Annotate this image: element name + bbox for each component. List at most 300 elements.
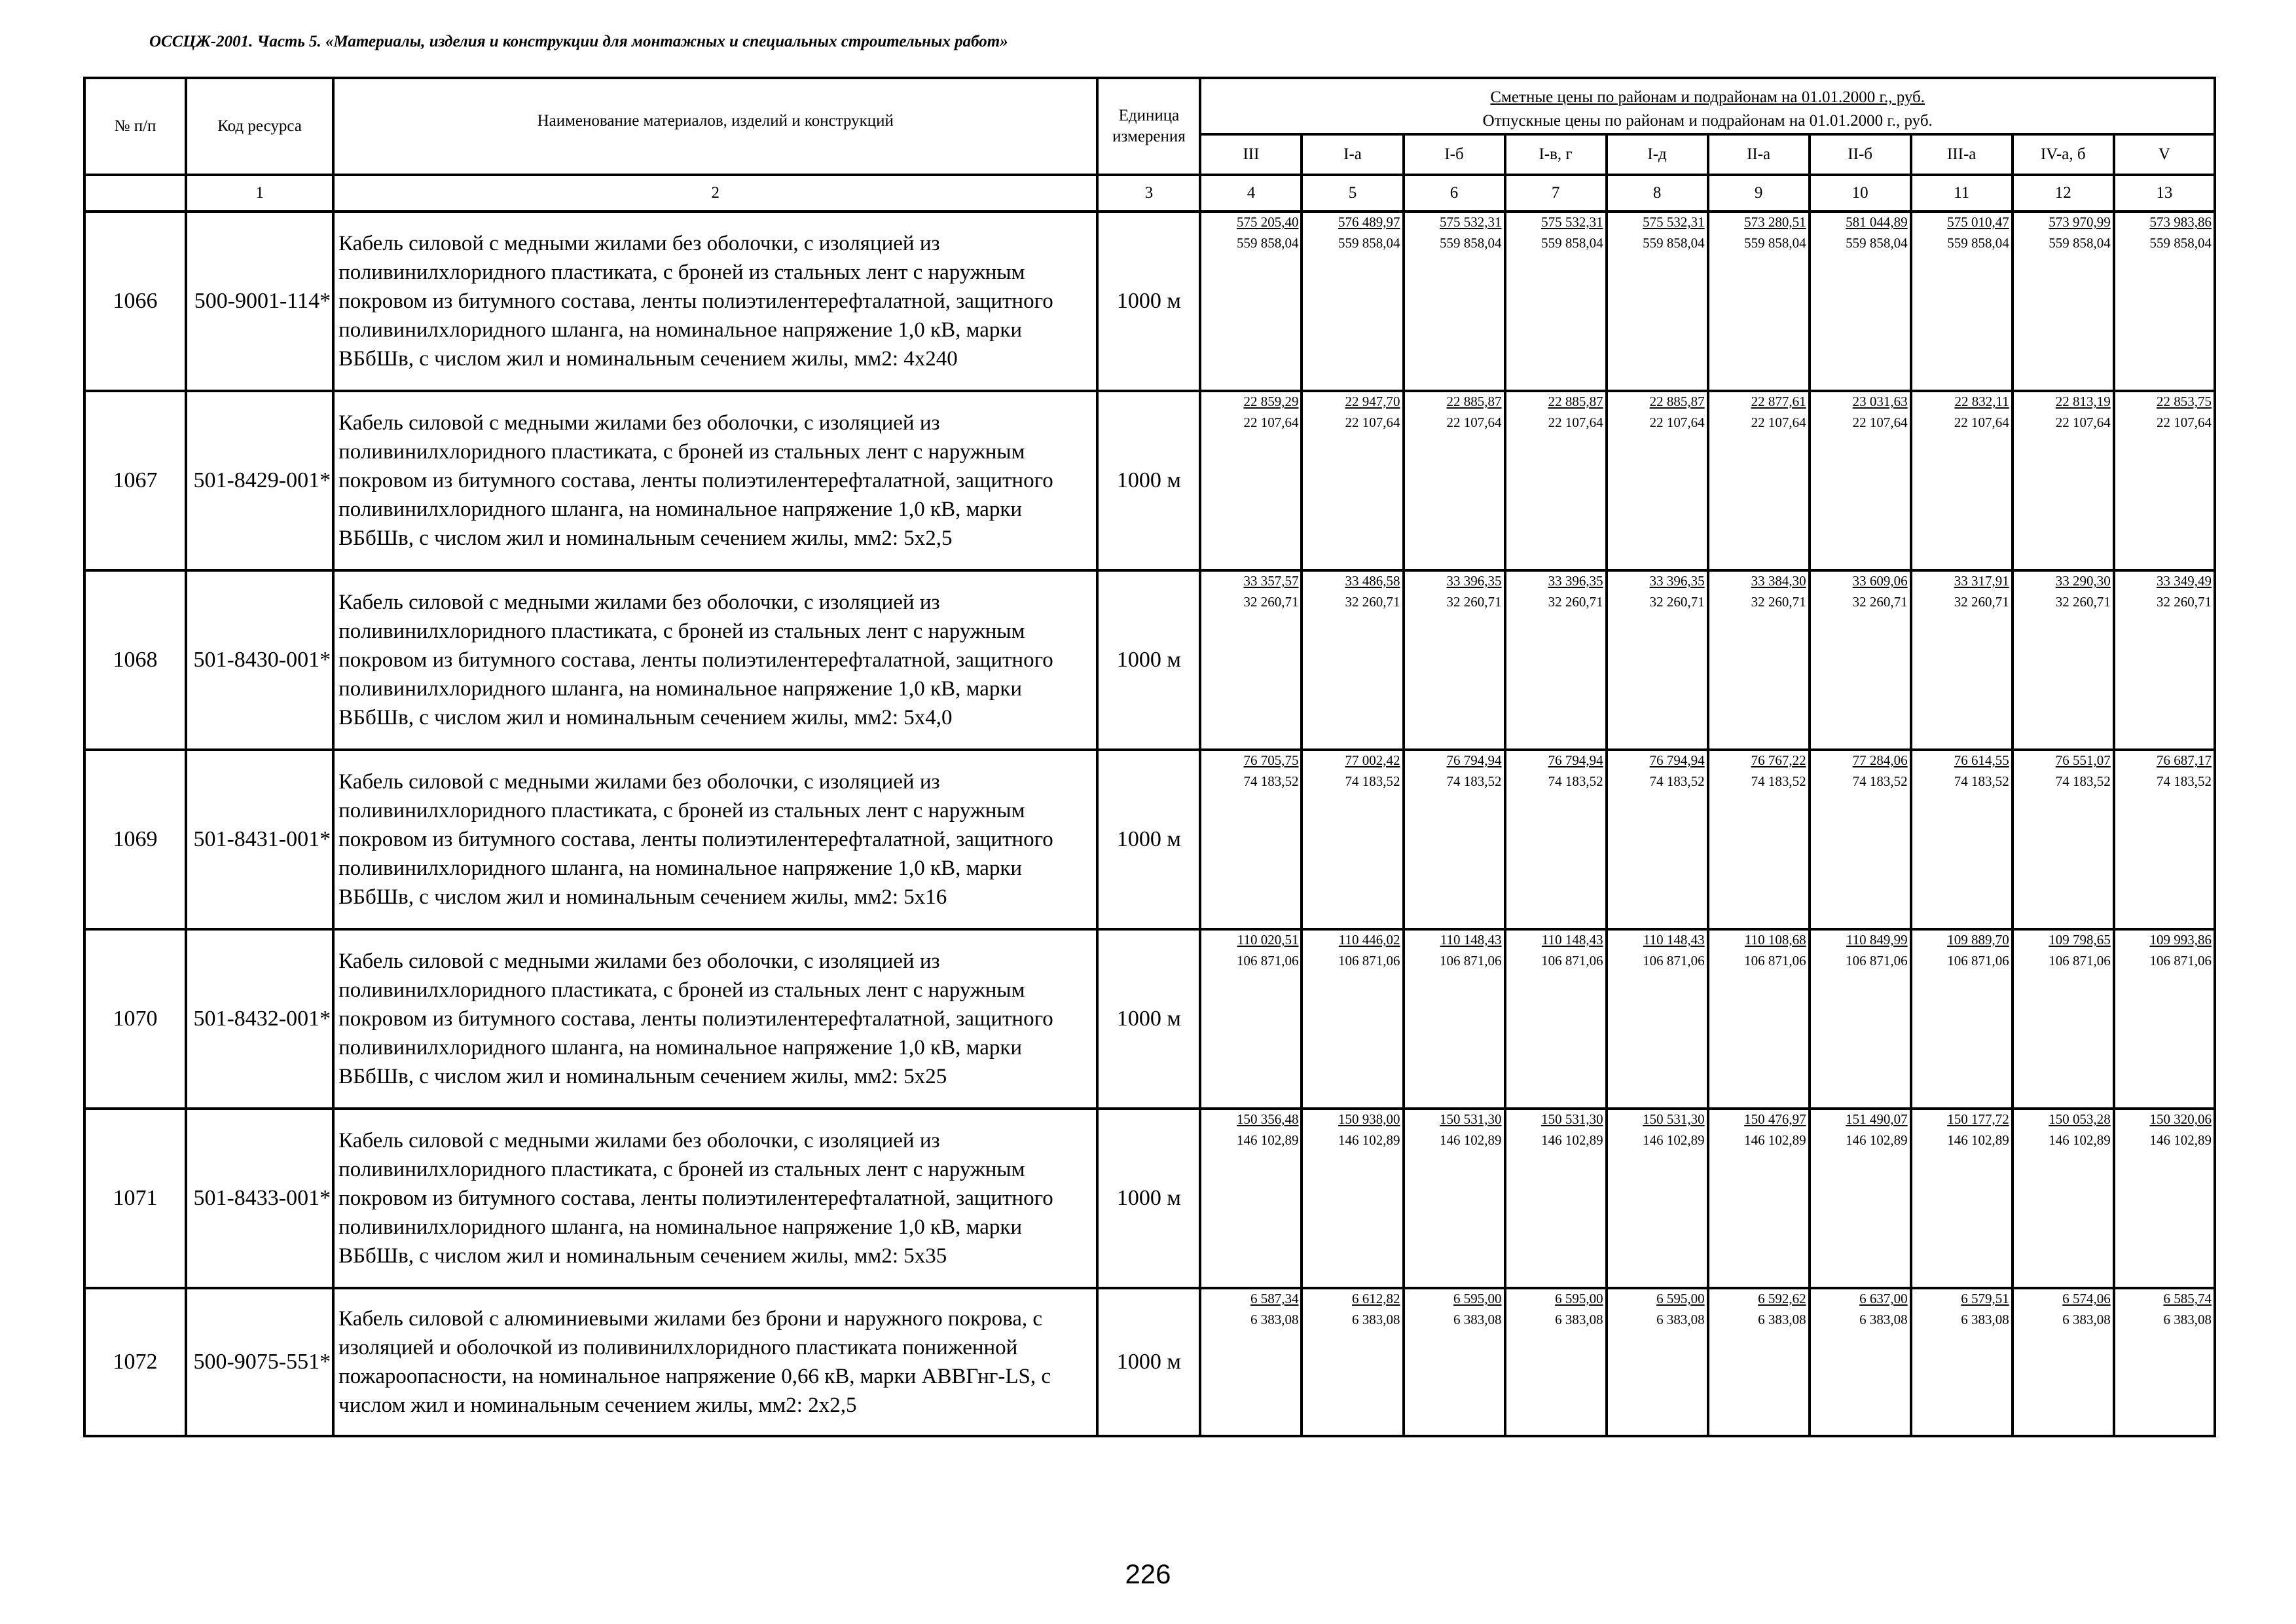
table-row [84, 570, 2215, 750]
unit-of-measure: 1000 м [1097, 750, 1200, 929]
release-price: 74 183,52 [1751, 773, 1806, 789]
release-price: 22 107,64 [1649, 415, 1705, 430]
price-cell [1911, 1109, 2013, 1288]
release-price: 106 871,06 [1541, 953, 1603, 969]
region-header: IV-а, б [2013, 134, 2114, 175]
release-price: 559 858,04 [1338, 235, 1400, 251]
estimate-price: 6 585,74 [2163, 1291, 2212, 1306]
price-cell [1302, 1109, 1403, 1288]
release-price: 559 858,04 [2149, 235, 2212, 251]
price-cell [1810, 929, 1911, 1109]
region-header: V [2114, 134, 2215, 175]
item-description [333, 570, 1097, 750]
estimate-price: 110 148,43 [1440, 932, 1502, 948]
price-cell [1505, 1288, 1607, 1436]
price-cell [1302, 750, 1403, 929]
estimate-price: 150 177,72 [1947, 1111, 2009, 1127]
release-price: 106 871,06 [1643, 953, 1705, 969]
release-price: 559 858,04 [1846, 235, 1908, 251]
description-line: поливинилхлоридного пластиката, с броней из стальных лент с наружным [338, 978, 1025, 1002]
item-description [333, 750, 1097, 929]
estimate-price: 33 357,57 [1243, 573, 1299, 589]
release-price: 6 383,08 [1859, 1312, 1908, 1327]
item-description [333, 1109, 1097, 1288]
estimate-price: 33 396,35 [1649, 573, 1705, 589]
estimate-price: 581 044,89 [1846, 214, 1908, 230]
estimate-price: 150 320,06 [2149, 1111, 2212, 1127]
column-number-blank [84, 175, 186, 212]
column-number: 8 [1607, 175, 1708, 212]
estimate-price: 22 813,19 [2055, 394, 2111, 409]
col-header-name: Наименование материалов, изделий и конструкций [333, 78, 1097, 175]
price-cell [2114, 1109, 2215, 1288]
release-price: 106 871,06 [1947, 953, 2009, 969]
table-row [84, 212, 2215, 391]
column-number: 12 [2013, 175, 2114, 212]
estimate-price: 76 794,94 [1548, 752, 1603, 768]
release-price: 74 183,52 [1446, 773, 1502, 789]
price-cell [2114, 570, 2215, 750]
estimate-price: 573 970,99 [2049, 214, 2111, 230]
estimate-price: 110 020,51 [1237, 932, 1299, 948]
release-price: 22 107,64 [1954, 415, 2009, 430]
estimate-price: 33 317,91 [1954, 573, 2009, 589]
release-price: 106 871,06 [1338, 953, 1400, 969]
release-price: 146 102,89 [2049, 1132, 2111, 1148]
release-price: 22 107,64 [1548, 415, 1603, 430]
region-header: II-б [1810, 134, 1911, 175]
estimate-price: 109 798,65 [2049, 932, 2111, 948]
release-price: 106 871,06 [2049, 953, 2111, 969]
price-cell [1810, 1288, 1911, 1436]
resource-code: 500-9001-114* [186, 212, 333, 391]
unit-of-measure: 1000 м [1097, 570, 1200, 750]
price-cell [1505, 212, 1607, 391]
price-cell [1708, 1288, 1810, 1436]
document-header: ОССЦЖ-2001. Часть 5. «Материалы, изделия и конструкции для монтажных и специальных строительных работ» [149, 33, 1008, 50]
description-line: поливинилхлоридного пластиката, с броней из стальных лент с наружным [338, 619, 1025, 643]
release-price: 6 383,08 [1352, 1312, 1400, 1327]
release-price: 32 260,71 [1548, 594, 1603, 610]
price-cell [1404, 929, 1505, 1109]
description-line: Кабель силовой с медными жилами без оболочки, с изоляцией из [338, 1129, 940, 1153]
price-cell [2013, 570, 2114, 750]
price-cell [2013, 391, 2114, 570]
table-row [84, 750, 2215, 929]
column-number: 3 [1097, 175, 1200, 212]
description-line: поливинилхлоридного пластиката, с броней из стальных лент с наружным [338, 1158, 1025, 1181]
description-line: поливинилхлоридного шланга, на номинальное напряжение 1,0 кВ, марки [338, 1036, 1023, 1060]
estimate-price: 22 885,87 [1548, 394, 1603, 409]
description-line: ВБбШв, с числом жил и номинальным сечением жилы, мм2: 5х4,0 [338, 706, 953, 729]
unit-of-measure: 1000 м [1097, 1109, 1200, 1288]
release-price: 559 858,04 [1744, 235, 1806, 251]
region-header: III-а [1911, 134, 2013, 175]
estimate-price: 22 947,70 [1345, 394, 1400, 409]
estimate-price: 6 579,51 [1961, 1291, 2009, 1306]
column-number: 7 [1505, 175, 1607, 212]
estimate-price: 76 794,94 [1649, 752, 1705, 768]
estimate-price: 150 531,30 [1440, 1111, 1502, 1127]
price-cell [1404, 750, 1505, 929]
release-price: 6 383,08 [2062, 1312, 2111, 1327]
price-cell [1302, 212, 1403, 391]
release-price: 106 871,06 [2149, 953, 2212, 969]
description-line: поливинилхлоридного шланга, на номинальное напряжение 1,0 кВ, марки [338, 318, 1023, 342]
estimate-price: 22 877,61 [1751, 394, 1806, 409]
estimate-price: 110 148,43 [1643, 932, 1705, 948]
release-price: 22 107,64 [1345, 415, 1400, 430]
estimate-price: 575 532,31 [1643, 214, 1705, 230]
release-price: 559 858,04 [1440, 235, 1502, 251]
price-cell [1810, 1109, 1911, 1288]
unit-of-measure: 1000 м [1097, 212, 1200, 391]
resource-code: 501-8433-001* [186, 1109, 333, 1288]
estimate-price: 151 490,07 [1846, 1111, 1908, 1127]
release-price: 559 858,04 [2049, 235, 2111, 251]
description-line: числом жил и номинальным сечением жилы, мм2: 2х2,5 [338, 1393, 857, 1417]
resource-code: 501-8432-001* [186, 929, 333, 1109]
release-price: 32 260,71 [1243, 594, 1299, 610]
release-price: 6 383,08 [1758, 1312, 1806, 1327]
estimate-price: 109 889,70 [1947, 932, 2009, 948]
resource-code: 501-8430-001* [186, 570, 333, 750]
release-price: 74 183,52 [1954, 773, 2009, 789]
release-price: 6 383,08 [1961, 1312, 2009, 1327]
estimate-price: 150 053,28 [2049, 1111, 2111, 1127]
description-line: поливинилхлоридного шланга, на номинальное напряжение 1,0 кВ, марки [338, 677, 1023, 701]
estimate-price: 6 595,00 [1555, 1291, 1603, 1306]
release-price: 146 102,89 [2149, 1132, 2212, 1148]
estimate-price: 33 290,30 [2055, 573, 2111, 589]
col-header-no: № п/п [84, 78, 186, 175]
resource-code: 501-8431-001* [186, 750, 333, 929]
price-cell [1708, 750, 1810, 929]
description-line: покровом из битумного состава, ленты полиэтилентерефталатной, защитного [338, 648, 1053, 672]
description-line: Кабель силовой с медными жилами без оболочки, с изоляцией из [338, 591, 940, 614]
release-price: 146 102,89 [1541, 1132, 1603, 1148]
price-cell [1302, 1288, 1403, 1436]
unit-of-measure: 1000 м [1097, 391, 1200, 570]
release-price: 22 107,64 [1446, 415, 1502, 430]
region-header: I-в, г [1505, 134, 1607, 175]
estimate-price: 77 284,06 [1852, 752, 1908, 768]
description-line: покровом из битумного состава, ленты полиэтилентерефталатной, защитного [338, 1187, 1053, 1210]
price-cell [2114, 212, 2215, 391]
unit-of-measure: 1000 м [1097, 929, 1200, 1109]
estimate-price: 575 532,31 [1440, 214, 1502, 230]
description-line: ВБбШв, с числом жил и номинальным сечением жилы, мм2: 5х2,5 [338, 526, 953, 550]
row-number: 1070 [84, 929, 186, 1109]
column-number: 2 [333, 175, 1097, 212]
estimate-price: 76 614,55 [1954, 752, 2009, 768]
description-line: Кабель силовой с медными жилами без оболочки, с изоляцией из [338, 770, 940, 794]
page-number: 226 [1125, 1559, 1171, 1589]
price-cell [2114, 750, 2215, 929]
row-number: 1068 [84, 570, 186, 750]
col-header-code: Код ресурса [186, 78, 333, 175]
release-price: 32 260,71 [2055, 594, 2111, 610]
price-cell [2013, 929, 2114, 1109]
resource-code: 501-8429-001* [186, 391, 333, 570]
estimate-price: 6 612,82 [1352, 1291, 1400, 1306]
estimate-price: 6 592,62 [1758, 1291, 1806, 1306]
description-line: поливинилхлоридного шланга, на номинальное напряжение 1,0 кВ, марки [338, 498, 1023, 521]
description-line: Кабель силовой с алюминиевыми жилами без брони и наружного покрова, с [338, 1307, 1043, 1331]
price-cell [2013, 1109, 2114, 1288]
item-description [333, 929, 1097, 1109]
price-cell [1505, 750, 1607, 929]
price-cell [1810, 391, 1911, 570]
col-header-unit: Единица измерения [1097, 78, 1200, 175]
price-cell [1200, 750, 1302, 929]
release-price: 74 183,52 [1345, 773, 1400, 789]
description-line: поливинилхлоридного пластиката, с броней из стальных лент с наружным [338, 440, 1025, 464]
release-price: 32 260,71 [2157, 594, 2212, 610]
description-line: поливинилхлоридного пластиката, с броней из стальных лент с наружным [338, 799, 1025, 822]
estimate-price: 22 885,87 [1446, 394, 1502, 409]
release-price: 6 383,08 [1656, 1312, 1705, 1327]
price-cell [1404, 391, 1505, 570]
region-header: I-д [1607, 134, 1708, 175]
price-cell [1302, 391, 1403, 570]
price-cell [1911, 1288, 2013, 1436]
estimate-price: 23 031,63 [1852, 394, 1908, 409]
estimate-price: 573 280,51 [1744, 214, 1806, 230]
price-cell [1607, 929, 1708, 1109]
release-price: 559 858,04 [1643, 235, 1705, 251]
release-price: 74 183,52 [1852, 773, 1908, 789]
estimate-price: 110 849,99 [1846, 932, 1908, 948]
price-cell [1911, 750, 2013, 929]
price-group-header [1200, 78, 2215, 134]
estimate-price: 22 859,29 [1243, 394, 1299, 409]
price-cell [1505, 391, 1607, 570]
release-price: 6 383,08 [1250, 1312, 1299, 1327]
estimate-price: 110 148,43 [1541, 932, 1603, 948]
release-price: 22 107,64 [2055, 415, 2111, 430]
price-cell [1810, 570, 1911, 750]
estimate-price: 6 595,00 [1453, 1291, 1502, 1306]
release-price: 32 260,71 [1954, 594, 2009, 610]
release-price: 22 107,64 [1751, 415, 1806, 430]
release-price: 22 107,64 [1852, 415, 1908, 430]
price-cell [1607, 750, 1708, 929]
region-header: I-б [1404, 134, 1505, 175]
item-description [333, 391, 1097, 570]
estimate-price: 33 486,58 [1345, 573, 1400, 589]
price-cell [1200, 570, 1302, 750]
estimate-price: 33 349,49 [2157, 573, 2212, 589]
estimate-price: 77 002,42 [1345, 752, 1400, 768]
release-price: 6 383,08 [1555, 1312, 1603, 1327]
price-cell [1810, 212, 1911, 391]
estimate-price: 33 396,35 [1548, 573, 1603, 589]
row-number: 1067 [84, 391, 186, 570]
release-price: 22 107,64 [2157, 415, 2212, 430]
table-row [84, 929, 2215, 1109]
column-number: 13 [2114, 175, 2215, 212]
price-cell [1911, 929, 2013, 1109]
row-number: 1071 [84, 1109, 186, 1288]
description-line: покровом из битумного состава, ленты полиэтилентерефталатной, защитного [338, 469, 1053, 492]
description-line: Кабель силовой с медными жилами без оболочки, с изоляцией из [338, 950, 940, 973]
release-price: 22 107,64 [1243, 415, 1299, 430]
estimate-price: 33 384,30 [1751, 573, 1806, 589]
release-price: 559 858,04 [1541, 235, 1603, 251]
price-cell [2013, 212, 2114, 391]
estimate-price: 150 531,30 [1541, 1111, 1603, 1127]
release-price: 146 102,89 [1846, 1132, 1908, 1148]
release-price: 106 871,06 [1236, 953, 1299, 969]
estimate-price: 150 476,97 [1744, 1111, 1806, 1127]
description-line: пожароопасности, на номинальное напряжение 0,66 кВ, марки АВВГнг-LS, с [338, 1365, 1051, 1388]
release-price: 74 183,52 [1243, 773, 1299, 789]
row-number: 1072 [84, 1288, 186, 1436]
column-number: 10 [1810, 175, 1911, 212]
price-cell [2013, 1288, 2114, 1436]
estimate-price: 150 356,48 [1236, 1111, 1299, 1127]
description-line: покровом из битумного состава, ленты полиэтилентерефталатной, защитного [338, 1007, 1053, 1031]
release-price: 146 102,89 [1440, 1132, 1502, 1148]
estimate-price: 6 595,00 [1656, 1291, 1705, 1306]
price-cell [1708, 212, 1810, 391]
release-price: 559 858,04 [1947, 235, 2009, 251]
price-cell [1505, 570, 1607, 750]
release-price-header: Отпускные цены по районам и подрайонам на 01.01.2000 г., руб. [1482, 112, 1933, 130]
estimate-price: 109 993,86 [2149, 932, 2212, 948]
price-cell [1505, 929, 1607, 1109]
price-cell [1607, 1288, 1708, 1436]
release-price: 559 858,04 [1236, 235, 1299, 251]
column-number: 4 [1200, 175, 1302, 212]
price-cell [1200, 391, 1302, 570]
estimate-price-header: Сметные цены по районам и подрайонам на 01.01.2000 г., руб. [1490, 88, 1925, 106]
description-line: поливинилхлоридного шланга, на номинальное напряжение 1,0 кВ, марки [338, 857, 1023, 880]
description-line: ВБбШв, с числом жил и номинальным сечением жилы, мм2: 4х240 [338, 347, 958, 371]
release-price: 106 871,06 [1744, 953, 1806, 969]
estimate-price: 6 574,06 [2062, 1291, 2111, 1306]
release-price: 106 871,06 [1846, 953, 1908, 969]
release-price: 32 260,71 [1751, 594, 1806, 610]
table-row [84, 391, 2215, 570]
description-line: изоляцией и оболочкой из поливинилхлоридного пластиката пониженной [338, 1336, 1018, 1359]
estimate-price: 33 609,06 [1852, 573, 1908, 589]
price-cell [2114, 929, 2215, 1109]
estimate-price: 575 010,47 [1947, 214, 2009, 230]
estimate-price: 22 832,11 [1954, 394, 2009, 409]
price-cell [1911, 570, 2013, 750]
price-table [83, 77, 2216, 1437]
release-price: 74 183,52 [1649, 773, 1705, 789]
column-number: 9 [1708, 175, 1810, 212]
estimate-price: 575 205,40 [1236, 214, 1299, 230]
release-price: 146 102,89 [1744, 1132, 1806, 1148]
description-line: покровом из битумного состава, ленты полиэтилентерефталатной, защитного [338, 828, 1053, 851]
price-cell [1607, 391, 1708, 570]
release-price: 6 383,08 [2163, 1312, 2212, 1327]
row-number: 1066 [84, 212, 186, 391]
price-cell [1505, 1109, 1607, 1288]
release-price: 146 102,89 [1947, 1132, 2009, 1148]
description-line: Кабель силовой с медными жилами без оболочки, с изоляцией из [338, 411, 940, 435]
estimate-price: 110 446,02 [1338, 932, 1400, 948]
column-number: 5 [1302, 175, 1403, 212]
price-cell [1404, 1288, 1505, 1436]
estimate-price: 6 637,00 [1859, 1291, 1908, 1306]
price-cell [2013, 750, 2114, 929]
price-cell [1911, 212, 2013, 391]
price-cell [1302, 570, 1403, 750]
price-cell [1404, 1109, 1505, 1288]
price-cell [2114, 1288, 2215, 1436]
release-price: 32 260,71 [1649, 594, 1705, 610]
price-cell [1708, 570, 1810, 750]
region-header: II-а [1708, 134, 1810, 175]
estimate-price: 76 767,22 [1751, 752, 1806, 768]
release-price: 6 383,08 [1453, 1312, 1502, 1327]
price-cell [1911, 391, 2013, 570]
price-cell [1708, 1109, 1810, 1288]
estimate-price: 76 794,94 [1446, 752, 1502, 768]
resource-code: 500-9075-551* [186, 1288, 333, 1436]
estimate-price: 22 885,87 [1649, 394, 1705, 409]
description-line: ВБбШв, с числом жил и номинальным сечением жилы, мм2: 5х25 [338, 1065, 947, 1088]
description-line: Кабель силовой с медными жилами без оболочки, с изоляцией из [338, 232, 940, 255]
release-price: 32 260,71 [1852, 594, 1908, 610]
column-number: 1 [186, 175, 333, 212]
estimate-price: 76 705,75 [1243, 752, 1299, 768]
estimate-price: 150 938,00 [1338, 1111, 1400, 1127]
table-row [84, 1288, 2215, 1436]
estimate-price: 76 551,07 [2055, 752, 2111, 768]
item-description [333, 212, 1097, 391]
estimate-price: 76 687,17 [2157, 752, 2212, 768]
row-number: 1069 [84, 750, 186, 929]
release-price: 146 102,89 [1236, 1132, 1299, 1148]
estimate-price: 573 983,86 [2149, 214, 2212, 230]
table-row [84, 1109, 2215, 1288]
price-cell [1810, 750, 1911, 929]
estimate-price: 6 587,34 [1250, 1291, 1299, 1306]
region-header: I-а [1302, 134, 1403, 175]
price-cell [1607, 570, 1708, 750]
estimate-price: 150 531,30 [1643, 1111, 1705, 1127]
price-cell [1708, 391, 1810, 570]
price-cell [1404, 570, 1505, 750]
description-line: покровом из битумного состава, ленты полиэтилентерефталатной, защитного [338, 289, 1053, 313]
column-number: 11 [1911, 175, 2013, 212]
price-cell [1200, 929, 1302, 1109]
price-cell [1607, 1109, 1708, 1288]
estimate-price: 22 853,75 [2157, 394, 2212, 409]
price-cell [1708, 929, 1810, 1109]
estimate-price: 575 532,31 [1541, 214, 1603, 230]
price-cell [2114, 391, 2215, 570]
price-cell [1200, 1288, 1302, 1436]
region-header: III [1200, 134, 1302, 175]
estimate-price: 576 489,97 [1338, 214, 1400, 230]
unit-of-measure: 1000 м [1097, 1288, 1200, 1436]
release-price: 74 183,52 [2055, 773, 2111, 789]
release-price: 146 102,89 [1338, 1132, 1400, 1148]
column-number: 6 [1404, 175, 1505, 212]
price-cell [1607, 212, 1708, 391]
estimate-price: 33 396,35 [1446, 573, 1502, 589]
price-cell [1200, 212, 1302, 391]
description-line: ВБбШв, с числом жил и номинальным сечением жилы, мм2: 5х35 [338, 1244, 947, 1268]
description-line: ВБбШв, с числом жил и номинальным сечением жилы, мм2: 5х16 [338, 885, 947, 909]
